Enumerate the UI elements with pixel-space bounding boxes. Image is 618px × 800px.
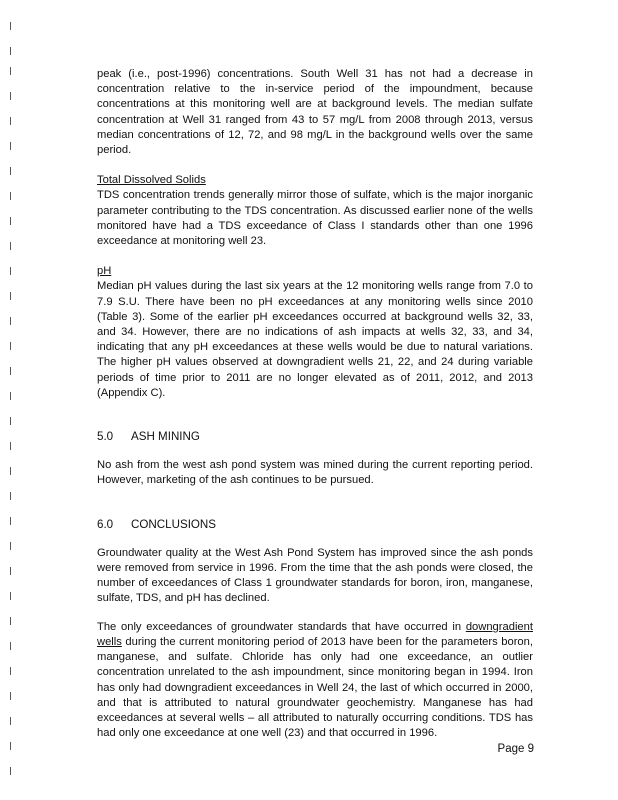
scan-mark xyxy=(10,242,11,250)
downgradient-wells-underlined-text: downgradient wells xyxy=(97,620,533,648)
conclusions-section-number: 6.0 xyxy=(97,517,114,531)
scan-mark xyxy=(10,717,11,725)
tds-paragraph: TDS concentration trends generally mirror those of sulfate, which is the major inorganic parameter contributing to the TDS concentration. As discussed earlier none of the wells monitored have had a TDS exceedance of Class I standards other than one 1996 exceedance at monitoring well 23. xyxy=(97,189,533,248)
scan-mark xyxy=(10,217,11,225)
page-number: Page 9 xyxy=(497,743,534,755)
conclusions-paragraph-2-end: during the current monitoring period of 2013 have been for the parameters boron, manganese, and sulfate. Chloride has only had one exceedance, an outlier concentration unrelated to the ash impoundment, since monitoring began in 1994. Iron has only had downgradient exceedances in Well 24, the last of which occurred in 2000, and that is attributed to natural groundwater geochemistry. Manganese has had exceedances at several wells – all attributed to naturally occurring conditions. TDS has had only one exceedance at one well (23) and that occurred in 1996. xyxy=(97,635,533,740)
tds-heading: Total Dissolved Solids xyxy=(97,174,206,187)
scan-mark xyxy=(10,642,11,650)
scan-mark xyxy=(10,267,11,275)
scan-mark xyxy=(10,667,11,675)
scan-mark xyxy=(10,442,11,450)
scan-mark xyxy=(10,592,11,600)
scan-mark xyxy=(10,392,11,400)
conclusions-paragraph-1: Groundwater quality at the West Ash Pond System has improved since the ash ponds were removed from service in 1996. From the time that the ash ponds were closed, the number of exceedances of Class 1 groundwater standards for boron, iron, manganese, sulfate, TDS, and pH has declined. xyxy=(97,546,533,605)
scan-mark xyxy=(10,567,11,575)
ph-paragraph: Median pH values during the last six years at the 12 monitoring wells range from 7.0 to 7.9 S.U. There have been no pH exceedances at any monitoring wells since 2010 (Table 3). Some of the earlier pH exceedances occurred at background wells 32, 33, and 34. However, there are no indications of ash impacts at wells 32, 33, and 34, indicating that any pH exceedances at these wells would be due to natural variations. The higher pH values observed at downgradient wells 21, 22, and 24 during variable periods of time prior to 2011 are no longer elevated as of 2011, 2012, and 2013 (Appendix C). xyxy=(97,280,533,399)
ash-mining-heading xyxy=(97,429,533,444)
scan-mark xyxy=(10,617,11,625)
scan-mark xyxy=(10,92,11,100)
ash-mining-section-number: 5.0 xyxy=(97,430,114,444)
scan-mark xyxy=(10,47,11,55)
scan-mark xyxy=(10,742,11,750)
scan-mark xyxy=(10,292,11,300)
scan-mark xyxy=(10,192,11,200)
sulfate-continuation-paragraph: peak (i.e., post-1996) concentrations. South Well 31 has not had a decrease in concentration relative to the in-service period of the impoundment, because concentrations at this monitoring well are at background levels. The median sulfate concentration at Well 31 ranged from 43 to 57 mg/L from 2008 through 2013, versus median concentrations of 12, 72, and 98 mg/L in the background wells over the same period. xyxy=(97,68,533,157)
scan-mark xyxy=(10,467,11,475)
conclusions-paragraph-2 xyxy=(97,620,533,742)
scan-mark xyxy=(10,342,11,350)
scan-mark xyxy=(10,417,11,425)
scan-mark xyxy=(10,142,11,150)
scan-margin-marks xyxy=(10,22,18,787)
scan-mark xyxy=(10,317,11,325)
scan-mark xyxy=(10,492,11,500)
ash-mining-section-title: ASH MINING xyxy=(131,430,200,444)
scan-mark xyxy=(10,517,11,525)
scan-mark xyxy=(10,22,11,30)
conclusions-heading xyxy=(97,517,533,532)
scan-mark xyxy=(10,67,11,75)
scan-mark xyxy=(10,167,11,175)
ash-mining-paragraph: No ash from the west ash pond system was mined during the current reporting period. However, marketing of the ash continues to be pursued. xyxy=(97,459,533,487)
conclusions-section-title: CONCLUSIONS xyxy=(131,517,217,531)
scan-mark xyxy=(10,692,11,700)
document-body xyxy=(97,67,533,741)
scan-mark xyxy=(10,542,11,550)
scan-mark xyxy=(10,767,11,775)
scan-mark xyxy=(10,367,11,375)
conclusions-paragraph-2-start: The only exceedances of groundwater standards that have occurred in xyxy=(97,620,466,633)
ph-heading: pH xyxy=(97,265,112,278)
scan-mark xyxy=(10,117,11,125)
